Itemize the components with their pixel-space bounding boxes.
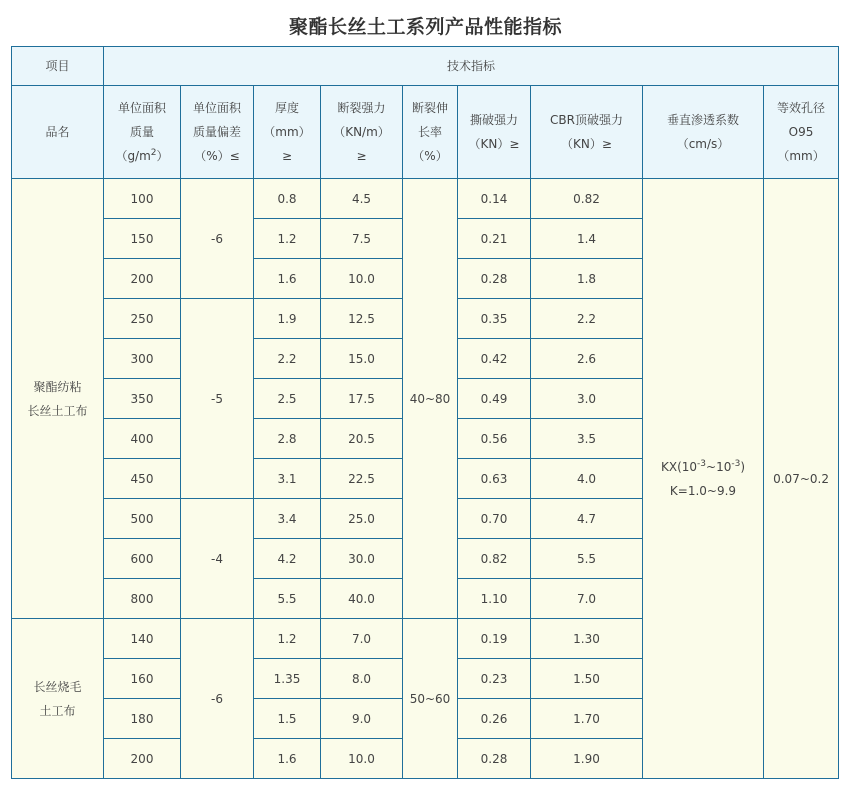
header-thickness-line: （mm） — [263, 125, 311, 139]
breaking-strength-value: 17.5 — [321, 379, 403, 419]
permeability-line2: K=1.0~9.9 — [669, 483, 737, 498]
breaking-strength-value: 20.5 — [321, 419, 403, 459]
permeability-exp2: -3 — [731, 458, 741, 469]
header-tear-strength — [458, 86, 531, 179]
tear-strength-value: 0.82 — [458, 539, 531, 579]
tear-strength-value: 0.28 — [458, 259, 531, 299]
permeability-prefix: KX(10 — [660, 459, 698, 474]
thickness-value: 1.2 — [254, 619, 321, 659]
tear-strength-value: 0.49 — [458, 379, 531, 419]
tear-strength-value: 0.70 — [458, 499, 531, 539]
header-mass-line: 单位面积 — [117, 101, 166, 115]
breaking-strength-value: 25.0 — [321, 499, 403, 539]
header-tear-line: （KN）≥ — [468, 137, 520, 151]
cbr-value: 5.5 — [531, 539, 643, 579]
cbr-value: 1.8 — [531, 259, 643, 299]
header-thickness-line: ≥ — [281, 149, 293, 163]
header-thickness — [254, 86, 321, 179]
tear-strength-value: 0.63 — [458, 459, 531, 499]
deviation-value: -4 — [181, 499, 254, 619]
breaking-strength-value: 4.5 — [321, 179, 403, 219]
breaking-strength-value: 15.0 — [321, 339, 403, 379]
header-mass — [104, 86, 181, 179]
product-name-line: 长丝烧毛 — [33, 679, 82, 694]
table-row — [12, 179, 839, 219]
breaking-strength-value: 8.0 — [321, 659, 403, 699]
header-elongation-line: （%） — [412, 149, 448, 163]
header-permeability-line: 垂直渗透系数 — [666, 113, 739, 127]
breaking-strength-value: 10.0 — [321, 739, 403, 779]
product-name-line: 聚酯纺粘 — [33, 379, 82, 394]
header-item: 项目 — [12, 47, 104, 86]
cbr-value: 2.6 — [531, 339, 643, 379]
tear-strength-value: 0.26 — [458, 699, 531, 739]
header-permeability-line: （cm/s） — [676, 137, 730, 151]
header-deviation — [181, 86, 254, 179]
mass-value: 300 — [104, 339, 181, 379]
breaking-strength-value: 22.5 — [321, 459, 403, 499]
cbr-value: 0.82 — [531, 179, 643, 219]
deviation-value: -6 — [181, 619, 254, 779]
header-tear-line: 撕破强力 — [469, 113, 518, 127]
mass-value: 600 — [104, 539, 181, 579]
header-o95-line: （mm） — [777, 149, 825, 163]
header-breaking-line: ≥ — [356, 149, 367, 163]
tear-strength-value: 0.56 — [458, 419, 531, 459]
header-deviation-line: （%）≤ — [194, 149, 240, 163]
tear-strength-value: 1.10 — [458, 579, 531, 619]
cbr-value: 4.0 — [531, 459, 643, 499]
header-cbr — [531, 86, 643, 179]
mass-value: 140 — [104, 619, 181, 659]
thickness-value: 5.5 — [254, 579, 321, 619]
breaking-strength-value: 12.5 — [321, 299, 403, 339]
header-deviation-line: 质量偏差 — [192, 125, 241, 139]
mass-value: 450 — [104, 459, 181, 499]
header-tech: 技术指标 — [104, 47, 839, 86]
tear-strength-value: 0.23 — [458, 659, 531, 699]
deviation-value: -5 — [181, 299, 254, 499]
permeability-mid: ~10 — [706, 459, 732, 474]
mass-value: 150 — [104, 219, 181, 259]
mass-value: 400 — [104, 419, 181, 459]
thickness-value: 4.2 — [254, 539, 321, 579]
header-o95-line: 等效孔径 — [777, 101, 826, 115]
breaking-strength-value: 30.0 — [321, 539, 403, 579]
header-o95-line: O95 — [788, 125, 814, 139]
cbr-value: 1.30 — [531, 619, 643, 659]
breaking-strength-value: 7.5 — [321, 219, 403, 259]
permeability-value — [643, 179, 764, 779]
thickness-value: 0.8 — [254, 179, 321, 219]
header-o95 — [764, 86, 839, 179]
header-elongation-line: 断裂伸 — [411, 101, 448, 115]
thickness-value: 1.6 — [254, 739, 321, 779]
tear-strength-value: 0.14 — [458, 179, 531, 219]
thickness-value: 1.2 — [254, 219, 321, 259]
permeability-suffix: ) — [740, 459, 746, 474]
header-elongation-line: 长率 — [417, 125, 442, 139]
mass-value: 160 — [104, 659, 181, 699]
permeability-line1 — [643, 455, 763, 479]
cbr-value: 4.7 — [531, 499, 643, 539]
mass-value: 500 — [104, 499, 181, 539]
header-cbr-line: （KN）≥ — [561, 137, 612, 151]
thickness-value: 3.1 — [254, 459, 321, 499]
thickness-value: 1.35 — [254, 659, 321, 699]
tear-strength-value: 0.21 — [458, 219, 531, 259]
tear-strength-value: 0.42 — [458, 339, 531, 379]
mass-value: 200 — [104, 259, 181, 299]
header-breaking-strength — [321, 86, 403, 179]
thickness-value: 2.5 — [254, 379, 321, 419]
elongation-value: 40~80 — [403, 179, 458, 619]
product-name — [12, 179, 104, 619]
header-cbr-line: CBR顶破强力 — [550, 113, 623, 127]
header-mass-exp: 2 — [150, 148, 157, 158]
mass-value: 350 — [104, 379, 181, 419]
tear-strength-value: 0.19 — [458, 619, 531, 659]
product-name-line: 土工布 — [39, 703, 76, 718]
header-mass-unit — [104, 144, 180, 168]
breaking-strength-value: 9.0 — [321, 699, 403, 739]
header-breaking-line: 断裂强力 — [337, 101, 386, 115]
page-title: 聚酯长丝土工系列产品性能指标 — [288, 16, 562, 38]
product-name — [12, 619, 104, 779]
mass-value: 800 — [104, 579, 181, 619]
cbr-value: 3.0 — [531, 379, 643, 419]
header-mass-close: ） — [156, 149, 169, 163]
mass-value: 200 — [104, 739, 181, 779]
tear-strength-value: 0.28 — [458, 739, 531, 779]
permeability-exp1: -3 — [697, 458, 707, 469]
thickness-value: 1.6 — [254, 259, 321, 299]
mass-value: 100 — [104, 179, 181, 219]
cbr-value: 1.4 — [531, 219, 643, 259]
cbr-value: 1.70 — [531, 699, 643, 739]
cbr-value: 1.90 — [531, 739, 643, 779]
thickness-value: 1.5 — [254, 699, 321, 739]
elongation-value: 50~60 — [403, 619, 458, 779]
breaking-strength-value: 10.0 — [321, 259, 403, 299]
header-name: 品名 — [12, 86, 104, 179]
cbr-value: 7.0 — [531, 579, 643, 619]
cbr-value: 1.50 — [531, 659, 643, 699]
header-mass-line: 质量 — [129, 125, 154, 139]
cbr-value: 2.2 — [531, 299, 643, 339]
mass-value: 180 — [104, 699, 181, 739]
thickness-value: 3.4 — [254, 499, 321, 539]
header-mass-unit-text: （g/m — [115, 149, 151, 163]
header-thickness-line: 厚度 — [274, 101, 299, 115]
header-elongation — [403, 86, 458, 179]
product-name-line: 长丝土工布 — [27, 403, 88, 418]
breaking-strength-value: 40.0 — [321, 579, 403, 619]
thickness-value: 1.9 — [254, 299, 321, 339]
o95-value: 0.07~0.2 — [764, 179, 839, 779]
header-deviation-line: 单位面积 — [192, 101, 241, 115]
header-breaking-line: （KN/m） — [333, 125, 390, 139]
thickness-value: 2.8 — [254, 419, 321, 459]
deviation-value: -6 — [181, 179, 254, 299]
breaking-strength-value: 7.0 — [321, 619, 403, 659]
thickness-value: 2.2 — [254, 339, 321, 379]
mass-value: 250 — [104, 299, 181, 339]
spec-table — [11, 46, 839, 779]
cbr-value: 3.5 — [531, 419, 643, 459]
header-permeability — [643, 86, 764, 179]
tear-strength-value: 0.35 — [458, 299, 531, 339]
